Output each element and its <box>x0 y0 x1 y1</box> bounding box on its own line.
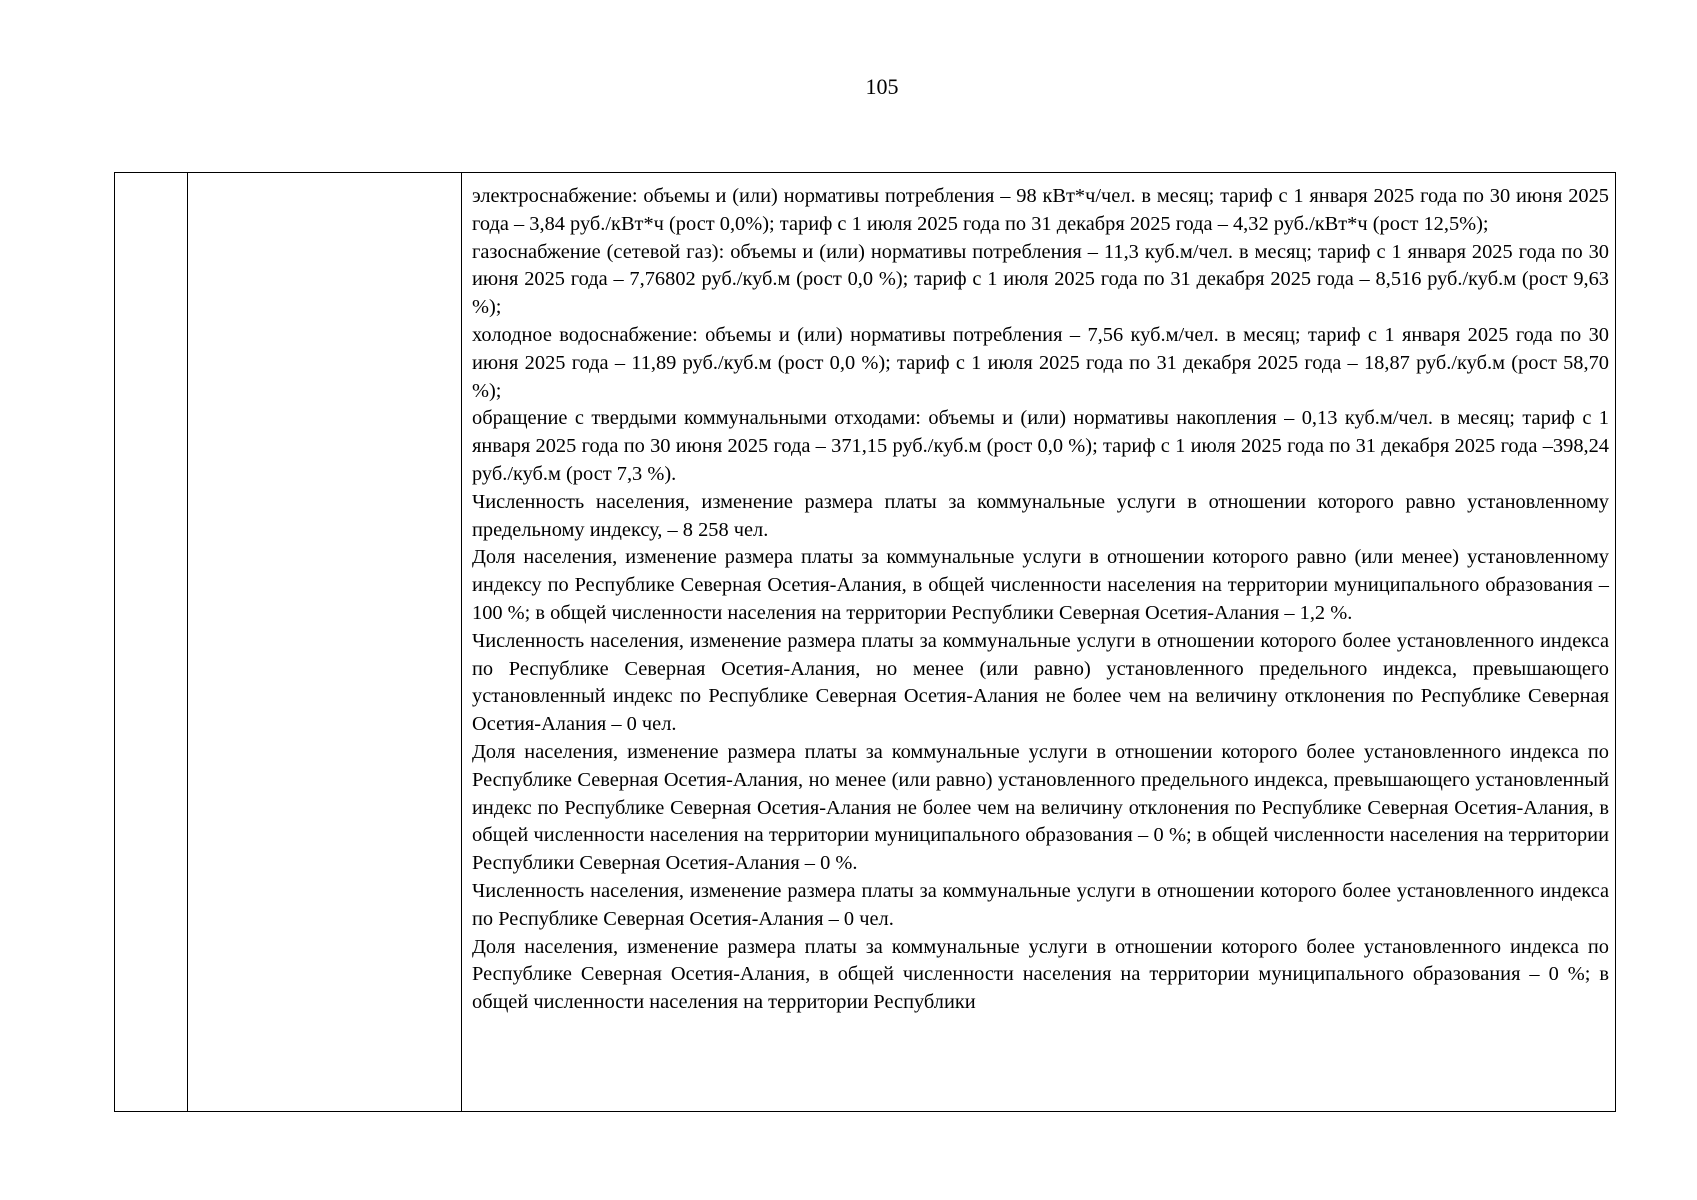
page-number: 105 <box>865 74 899 99</box>
paragraph-gas: газоснабжение (сетевой газ): объемы и (или) нормативы потребления – 11,3 куб.м/чел. в месяц; тариф с 1 января 2025 года по 30 июня 2025 года – 7,76802 руб./куб.м (рост 0,0 %); тариф с 1 июля 2025 года по 31 декабря 2025 года – 8,516 руб./куб.м (рост 9,63 %); <box>472 240 1609 319</box>
table-cell-number <box>115 173 188 1112</box>
paragraph-population-above-republic-index: Численность населения, изменение размера платы за коммунальные услуги в отношении которого более установленного индекса по Республике Северная Осетия-Алания – 0 чел. <box>472 879 1609 930</box>
table-row <box>115 173 1616 1112</box>
paragraph-population-above-index: Численность населения, изменение размера платы за коммунальные услуги в отношении которого более установленного индекса по Республике Северная Осетия-Алания, но менее (или равно) установленного предельного индекса, превышающего установленный индекс по Республике Северная Осетия-Алания не более чем на величину отклонения по Республике Северная Осетия-Алания – 0 чел. <box>472 629 1609 736</box>
paragraph-cold-water: холодное водоснабжение: объемы и (или) нормативы потребления – 7,56 куб.м/чел. в месяц; тариф с 1 января 2025 года по 30 июня 2025 года – 11,89 руб./куб.м (рост 0,0 %); тариф с 1 июля 2025 года по 31 декабря 2025 года – 18,87 руб./куб.м (рост 58,70 %); <box>472 323 1609 402</box>
paragraph-share-equal-index: Доля населения, изменение размера платы за коммунальные услуги в отношении которого равно (или менее) установленному индексу по Республике Северная Осетия-Алания, в общей численности населения на территории муниципального образования – 100 %; в общей численности населения на территории Республики Северная Осетия-Алания – 1,2 %. <box>472 546 1609 624</box>
paragraph-share-above-republic-index: Доля населения, изменение размера платы за коммунальные услуги в отношении которого более установленного индекса по Республике Северная Осетия-Алания, в общей численности населения на территории муниципального образования – 0 %; в общей численности населения на территории Республики <box>472 935 1609 1014</box>
paragraph-solid-waste: обращение с твердыми коммунальными отходами: объемы и (или) нормативы накопления – 0,13 куб.м/чел. в месяц; тариф с 1 января 2025 года по 30 июня 2025 года – 371,15 руб./куб.м (рост 0,0 %); тариф с 1 июля 2025 года по 31 декабря 2025 года –398,24 руб./куб.м (рост 7,3 %). <box>472 407 1609 485</box>
paragraph-population-equal-limit: Численность населения, изменение размера платы за коммунальные услуги в отношении которого равно установленному предельному индексу, – 8 258 чел. <box>472 490 1609 541</box>
paragraph-share-above-index: Доля населения, изменение размера платы за коммунальные услуги в отношении которого более установленного индекса по Республике Северная Осетия-Алания, но менее (или равно) установленного предельного индекса, превышающего установленный индекс по Республике Северная Осетия-Алания не более чем на величину отклонения по Республике Северная Осетия-Алания, в общей численности населения на территории муниципального образования – 0 %; в общей численности населения на территории Республики Северная Осетия-Алания – 0 %. <box>472 740 1609 875</box>
paragraph-electricity: электроснабжение: объемы и (или) нормативы потребления – 98 кВт*ч/чел. в месяц; тариф с 1 января 2025 года по 30 июня 2025 года – 3,84 руб./кВт*ч (рост 0,0%); тариф с 1 июля 2025 года по 31 декабря 2025 года – 4,32 руб./кВт*ч (рост 12,5%); <box>472 185 1609 235</box>
table-cell-content <box>462 173 1616 1112</box>
document-table <box>114 172 1616 1112</box>
table-cell-name <box>188 173 462 1112</box>
